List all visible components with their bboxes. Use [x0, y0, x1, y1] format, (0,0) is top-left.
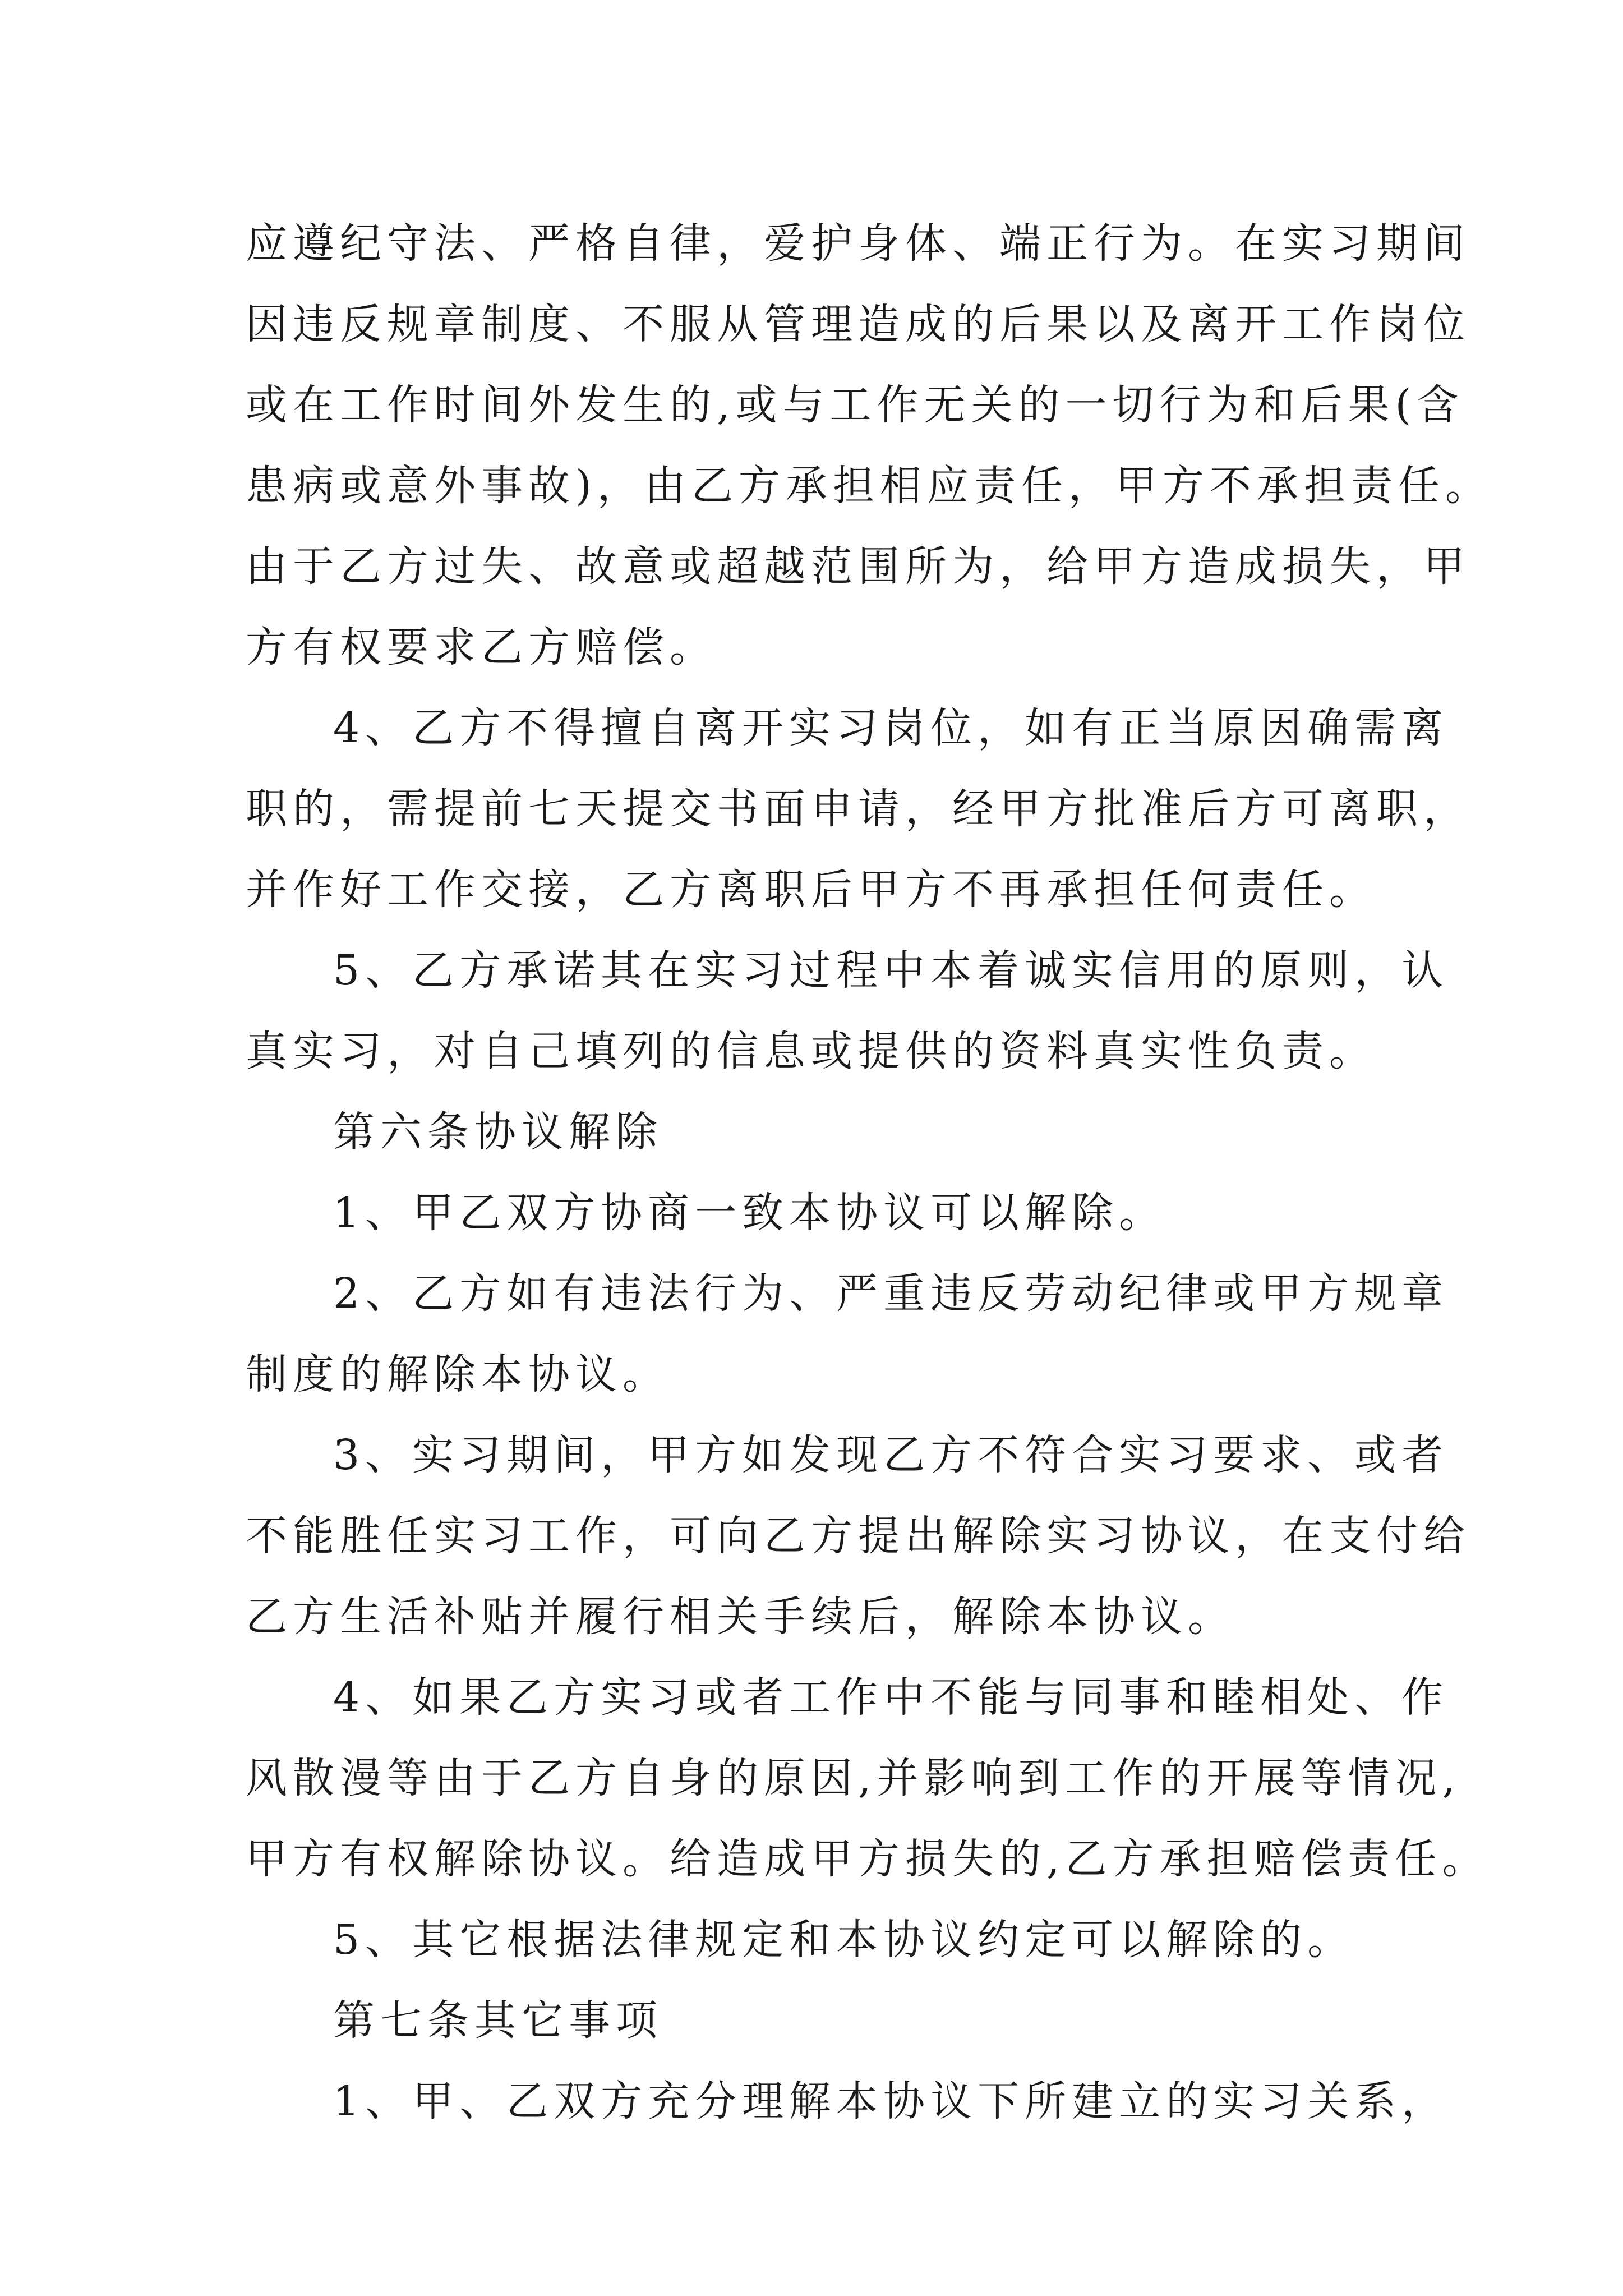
text-line: 制度的解除本协议。	[246, 1350, 670, 1398]
clause-5-line: 5、其它根据法律规定和本协议约定可以解除的。	[333, 1916, 1355, 1964]
text-line: 患病或意外事故)，由乙方承担相应责任，甲方不承担责任。	[246, 462, 1492, 510]
clause-2-line: 2、乙方如有违法行为、严重违反劳动纪律或甲方规章	[333, 1269, 1449, 1318]
text-line: 乙方生活补贴并履行相关手续后，解除本协议。	[246, 1593, 1235, 1641]
text-line: 因违反规章制度、不服从管理造成的后果以及离开工作岗位	[246, 300, 1470, 348]
text-line: 不能胜任实习工作，可向乙方提出解除实习协议，在支付给	[246, 1512, 1470, 1560]
section-heading-7: 第七条其它事项	[333, 1996, 663, 2045]
text-line: 方有权要求乙方赔偿。	[246, 623, 717, 671]
clause-5-line: 5、乙方承诺其在实习过程中本着诚实信用的原则，认	[333, 946, 1449, 995]
text-line: 甲方有权解除协议。给造成甲方损失的,乙方承担赔偿责任。	[246, 1835, 1490, 1883]
clause-3-line: 3、实习期间，甲方如发现乙方不符合实习要求、或者	[333, 1431, 1449, 1479]
text-line: 应遵纪守法、严格自律，爱护身体、端正行为。在实习期间	[246, 219, 1470, 268]
clause-4-line: 4、乙方不得擅自离开实习岗位，如有正当原因确需离	[333, 704, 1449, 752]
text-line: 由于乙方过失、故意或超越范围所为，给甲方造成损失，甲	[246, 542, 1470, 591]
text-line: 真实习，对自己填列的信息或提供的资料真实性负责。	[246, 1027, 1376, 1075]
text-line: 或在工作时间外发生的,或与工作无关的一切行为和后果(含	[246, 381, 1464, 429]
clause-1-line: 1、甲、乙双方充分理解本协议下所建立的实习关系，	[333, 2077, 1449, 2125]
text-line: 风散漫等由于乙方自身的原因,并影响到工作的开展等情况,	[246, 1754, 1461, 1802]
text-line: 职的，需提前七天提交书面申请，经甲方批准后方可离职，	[246, 785, 1470, 833]
text-line: 并作好工作交接，乙方离职后甲方不再承担任何责任。	[246, 866, 1376, 914]
document-body	[246, 203, 1492, 2142]
section-heading-6: 第六条协议解除	[333, 1108, 663, 1156]
clause-1-line: 1、甲乙双方协商一致本协议可以解除。	[333, 1189, 1166, 1237]
clause-4-line: 4、如果乙方实习或者工作中不能与同事和睦相处、作	[333, 1673, 1449, 1722]
